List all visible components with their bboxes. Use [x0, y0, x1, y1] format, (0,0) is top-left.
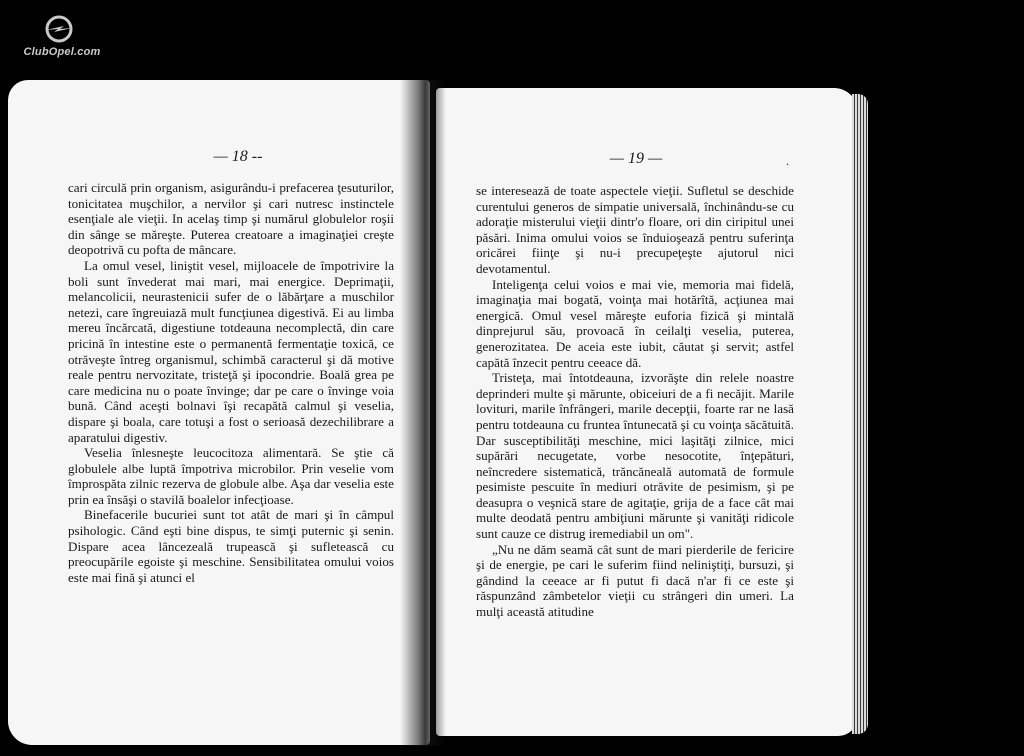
paragraph: „Nu ne dăm seamă cât sunt de mari pierderile de fericire şi de energie, pe cari le suferim fiind neliniştiţi, bursuzi, şi gândind la ceeace ar fi putut fi dacă n'ar fi ce este şi răspunzând zâmbetelor vieţii cu strângeri din umeri. La mulţi această atitudine [476, 541, 794, 620]
paragraph: Tristeţa, mai întotdeauna, izvorăşte din relele noastre deprinderi multe şi mărunte, obiceiuri de a fi necăjit. Marile lovituri, marile înfrângeri, marile decepţii, foarte rar ne lasă pentru totdeauna cu fruntea întunecată şi cu voinţa săcătuită. Dar susceptibilităţi meschine, mici laşităţi zilnice, mici supărări necugetate, vorbe nesocotite, înţepături, neîncredere sistematică, trăncăneală automată de formule pesimiste pescuite în mediuri otrăvite de pesimism, şi pe deasupra o veşnică stare de agitaţie, grija de a face cât mai multe deodată pentru ambiţiuni mărunte şi vanităţi ridicole sunt cauze ce distrug iremediabil un om". [476, 370, 794, 542]
paragraph: Inteligenţa celui voios e mai vie, memoria mai fidelă, imaginaţia mai bogată, voinţa mai hotărîtă, acţiunea mai energică. Omul vesel măreşte euforia fizică şi mintală dinprejurul său, provoacă în ceilalţi veselia, puterea, generozitatea. De aceia este iubit, căutat şi servit; astfel capătă înzecit pentru ceeace dă. [476, 276, 794, 370]
paragraph: se interesează de toate aspectele vieţii. Sufletul se deschide curentului generos de simpatie universală, închinându-se cu adoraţie misterului vieţii dintr'o floare, ori din ciripitul unei păsări. Inima omului voios se înduioşează pentru suferinţa oricărei fiinţe şi nu-i precupeţeşte ajutorul nici devotamentul. [476, 183, 794, 276]
paragraph: cari circulă prin organism, asigurându-i prefacerea ţesuturilor, tonicitatea muşchilor, a nervilor şi cari nutresc instinctele esenţiale ale vieţii. In acelaş timp şi numărul globulelor roşii din sânge se măreşte. Puterea creatoare a imaginaţiei creşte deopotrivă cu pofta de mâncare. [68, 180, 394, 258]
right-page [436, 88, 858, 736]
page-stack-edge [852, 94, 868, 734]
page-number-right: — 19 — [609, 150, 663, 167]
paragraph: La omul vesel, liniştit vesel, mijloacele de împotrivire la boli sunt învederat mai mari, mai energice. Deprimaţii, melancolicii, neurastenicii sufer de o lăbărţare a muschilor netezi, care îngreuiază mult funcţiunea digestivă. Ei au limba mereu încărcată, digestiune totdeauna necomplectă, din care pricină în intestine este o permanentă fermentaţie toxică, ce otrăveşte întreg organismul, schimbă caracterul şi dă motive reale pentru nervozitate, tristeţă şi ipocondrie. Boală grea pe care medicina nu o poate învinge; dar pe care o învinge voia bună. Când aceşti bolnavi îşi recapătă calmul şi veselia, dispare şi boala, care totuşi a fost o serioasă dezechilibrare a aparatului digestiv. [68, 257, 394, 445]
opel-logo-icon [44, 14, 74, 44]
page-number-left: — 18 -- [213, 148, 263, 165]
paragraph: Binefacerile bucuriei sunt tot atât de mari şi în câmpul psihologic. Când eşti bine dispus, te simţi puternic şi senin. Dispare acea lâncezeală trupească şi sufletească cu preocupările egoiste şi meschine. Sensibilitatea omului voios este mai fină şi atunci el [68, 507, 394, 585]
right-page-text [476, 183, 794, 620]
corner-mark: . [786, 154, 789, 168]
watermark-text: ClubOpel.com [23, 46, 101, 58]
left-page-text [68, 180, 394, 585]
paragraph: Veselia înlesneşte leucocitoza alimentară. Se ştie că globulele albe luptă împotriva microbilor. Prin veselie vom împrospăta zilnic rezerva de globule albe. Aşa dar veselia este prin ea însăşi o stavilă boalelor infecţioase. [68, 445, 394, 507]
left-page [8, 80, 430, 745]
watermark [12, 8, 112, 68]
